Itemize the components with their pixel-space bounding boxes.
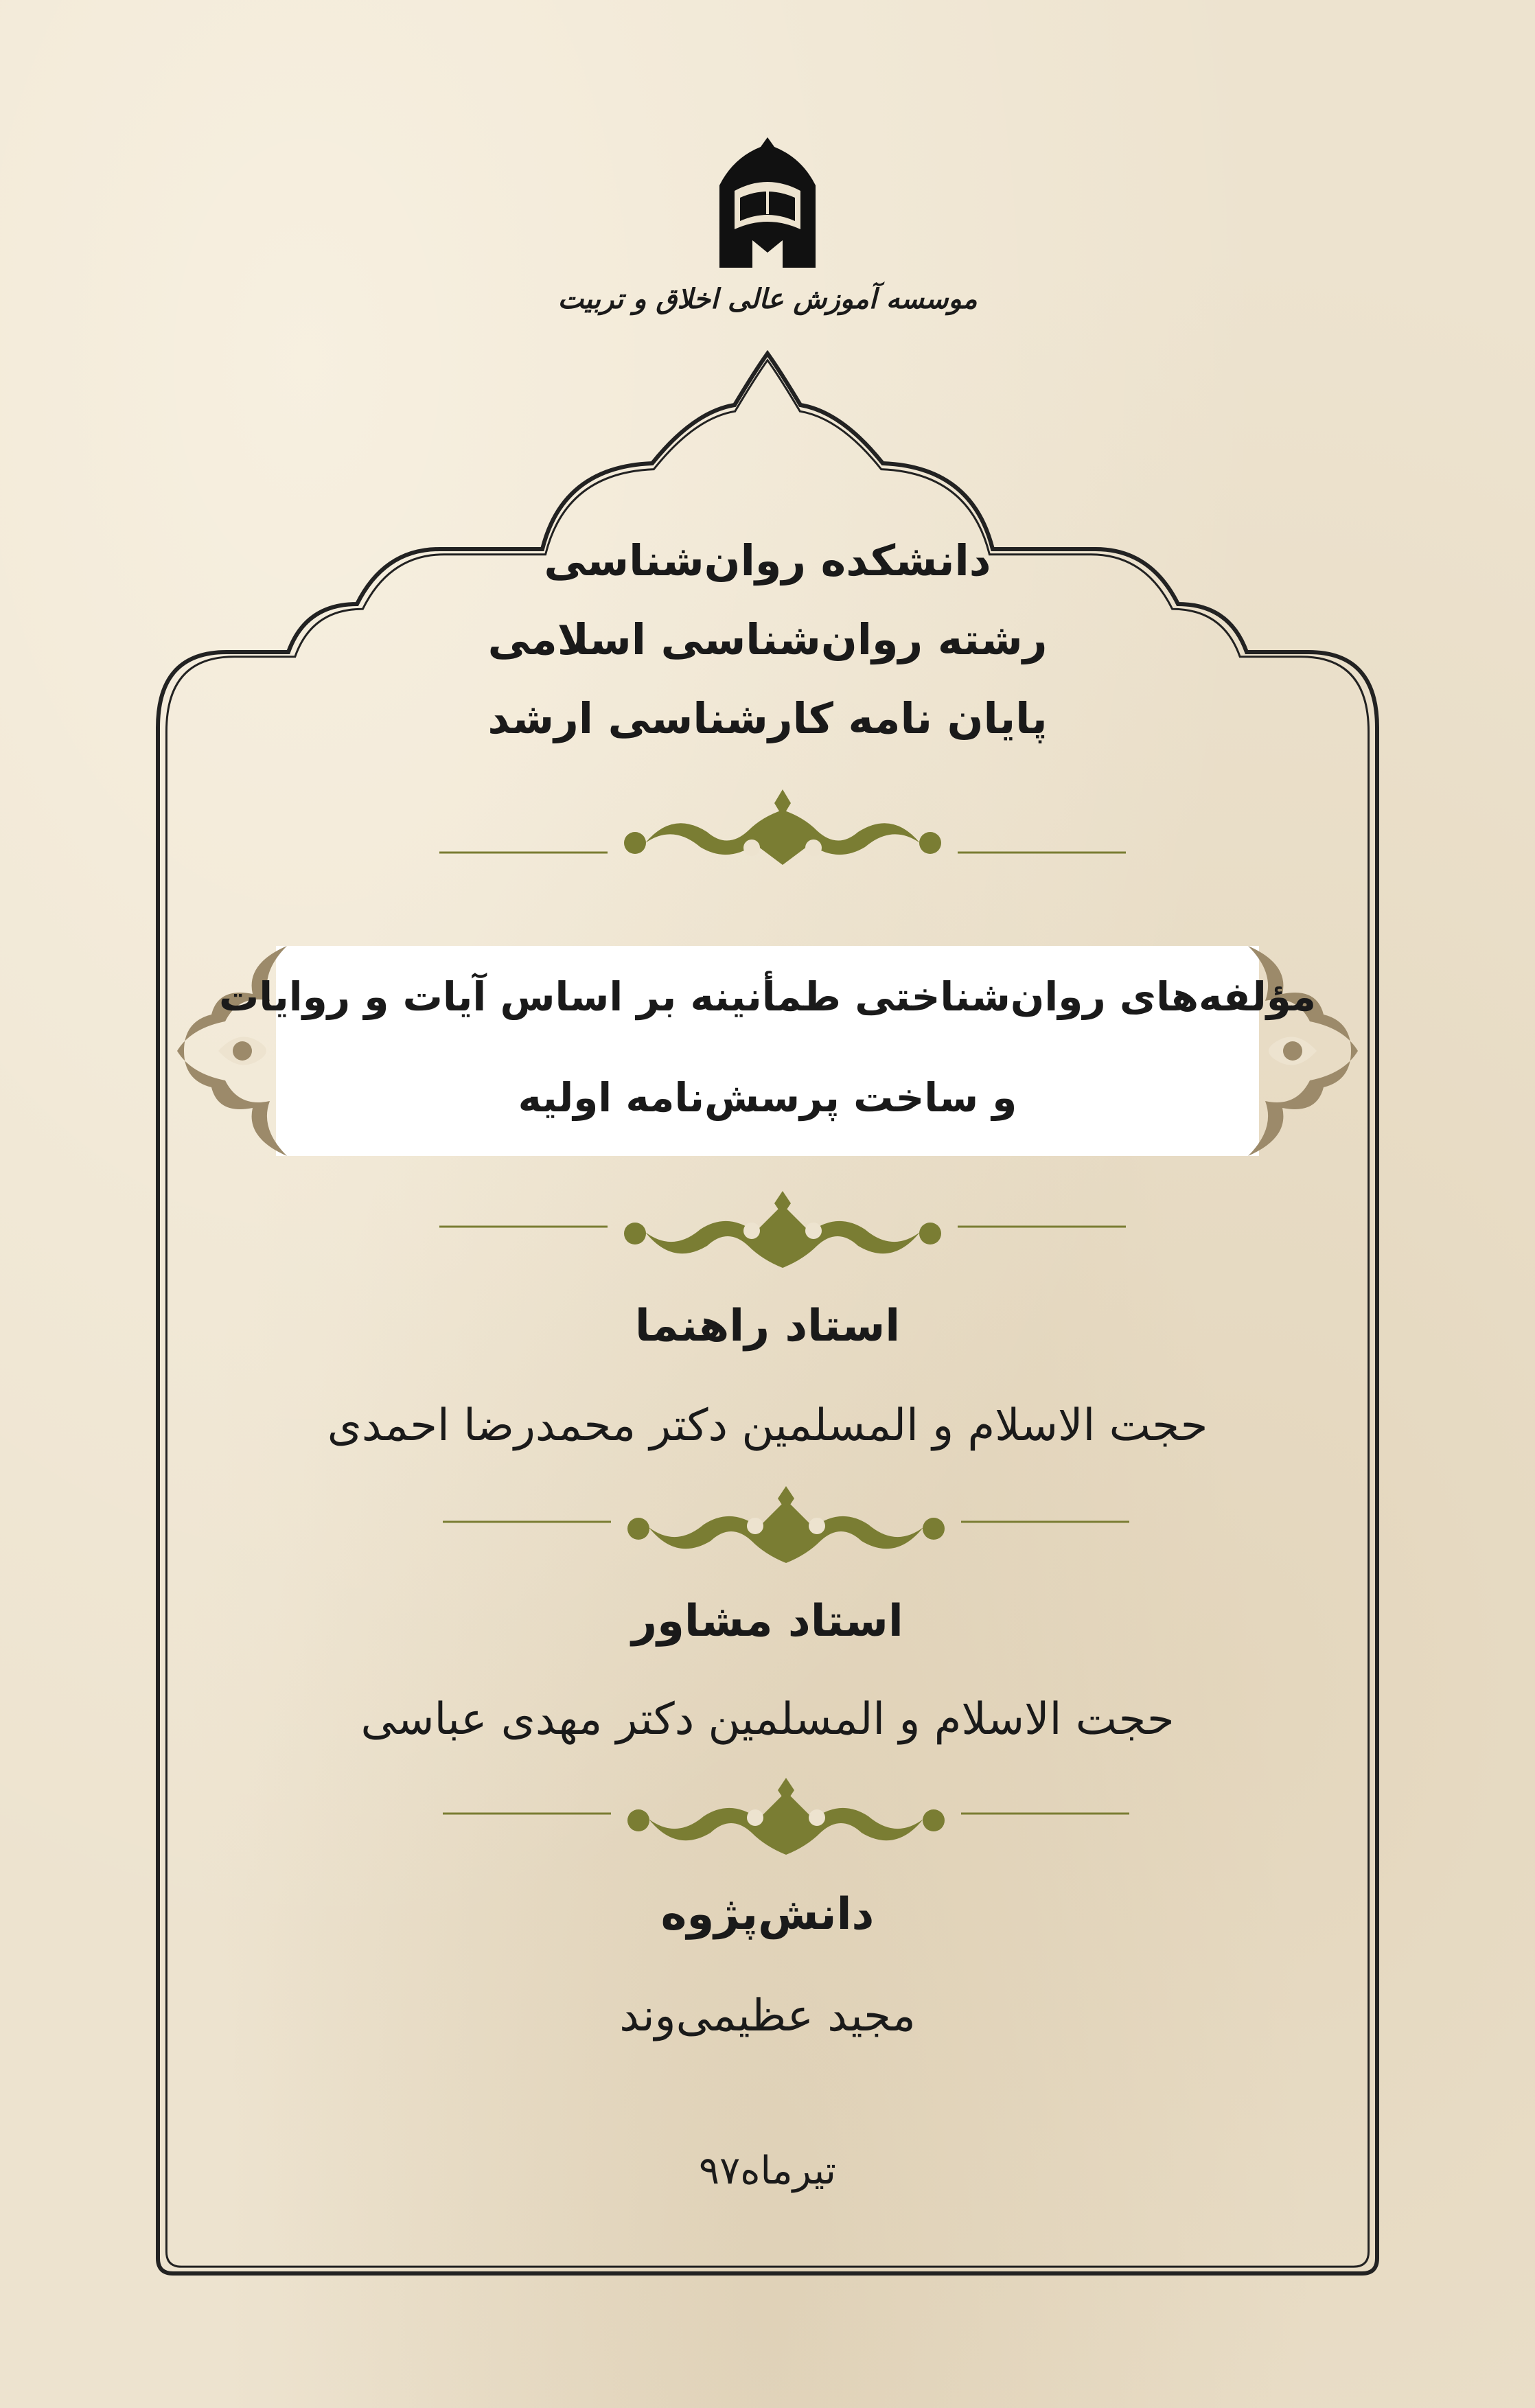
faculty-title: دانشکده روان‌شناسی (544, 535, 991, 586)
submission-date: تیرماه۹۷ (699, 2149, 836, 2193)
ornament-divider-4 (443, 1778, 1129, 1860)
ornament-divider-3 (443, 1486, 1129, 1568)
thesis-title-line2: و ساخت پرسش‌نامه اولیه (518, 1074, 1017, 1121)
ornament-divider-1 (439, 789, 1126, 872)
degree-title: پایان نامه کارشناسی ارشد (487, 693, 1048, 743)
thesis-title-line1: مؤلفه‌های روان‌شناختی طمأنینه بر اساس آیات و روایات (218, 973, 1317, 1020)
supervisor-label: استاد راهنما (634, 1301, 901, 1352)
institute-name: موسسه آموزش عالی اخلاق و تربیت (557, 283, 978, 315)
researcher-name: مجید عظیمی‌وند (619, 1991, 916, 2041)
advisor-label: استاد مشاور (632, 1596, 903, 1647)
ornament-divider-2 (439, 1191, 1126, 1273)
advisor-name: حجت الاسلام و المسلمین دکتر مهدی عباسی (360, 1694, 1175, 1745)
researcher-label: دانش‌پژوه (660, 1889, 875, 1940)
major-title: رشته روان‌شناسی اسلامی (487, 614, 1048, 664)
book-arch-icon (719, 137, 816, 268)
supervisor-name: حجت الاسلام و المسلمین دکتر محمدرضا احمدی (327, 1400, 1208, 1451)
